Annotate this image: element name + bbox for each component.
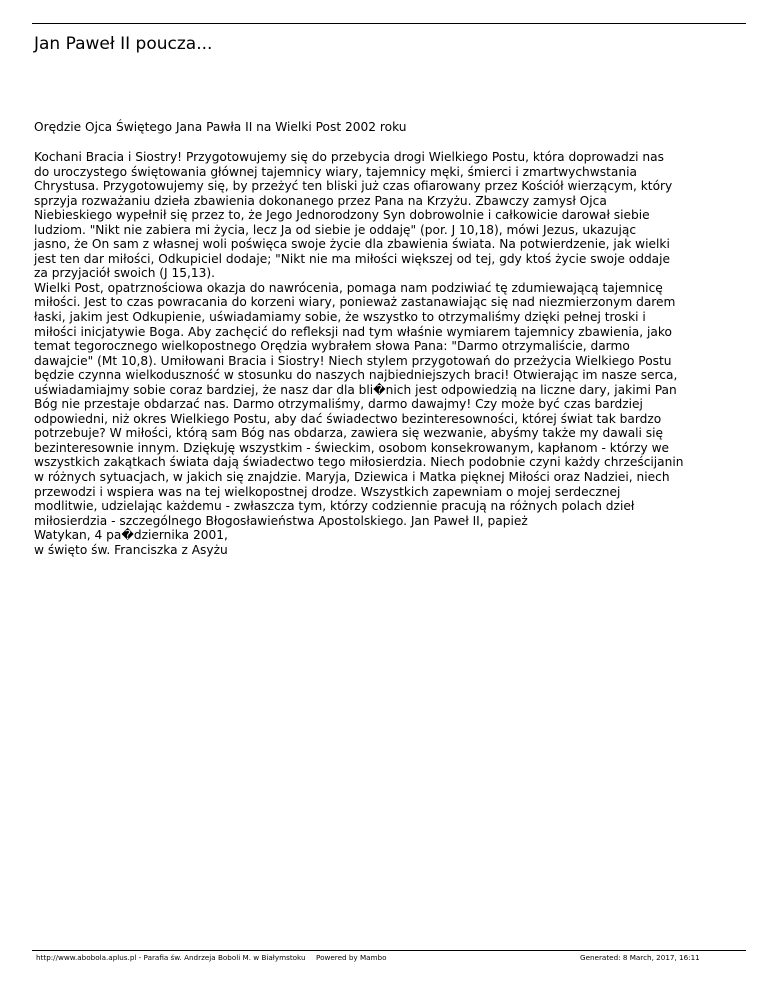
footer-powered-by: Powered by Mambo (316, 953, 387, 962)
body-line: w różnych sytuacjach, w jakich się znajdzie. Maryja, Dziewica i Matka pięknej Miłości oraz Nadziei, niech (34, 470, 670, 485)
body-line: modlitwie, udzielając każdemu - zwłaszcza tym, którzy codziennie pracują na różnych polach dzieł (34, 499, 635, 514)
body-line: sprzyja rozważaniu dzieła zbawienia dokonanego przez Pana na Krzyżu. Zbawczy zamysł Ojca (34, 193, 607, 208)
article-subtitle: Orędzie Ojca Świętego Jana Pawła II na Wielki Post 2002 roku (34, 120, 407, 134)
body-line: Bóg nie przestaje obdarzać nas. Darmo otrzymaliśmy, darmo dawajmy! Czy może być czas bardziej (34, 397, 643, 412)
bottom-rule (32, 950, 746, 951)
body-line: odpowiedni, niż okres Wielkiego Postu, aby dać świadectwo bezinteresowności, której świat tak bardzo (34, 411, 662, 426)
body-line: potrzebuje? W miłości, którą sam Bóg nas obdarza, zawiera się wezwanie, abyśmy także my dawali się (34, 426, 664, 441)
body-line: bezinteresownie innym. Dziękuję wszystkim - świeckim, osobom konsekrowanym, kapłanom - którzy we (34, 440, 670, 455)
footer-source-url: http://www.abobola.aplus.pl - Parafia św. Andrzeja Boboli M. w Białymstoku (36, 953, 306, 962)
body-line: za przyjaciół swoich (J 15,13). (34, 266, 216, 281)
body-line: Wielki Post, opatrznościowa okazja do nawrócenia, pomaga nam podziwiać tę zdumiewającą tajemnicę (34, 280, 663, 295)
footer-generated-date: Generated: 8 March, 2017, 16:11 (580, 953, 700, 962)
body-line: Watykan, 4 pa�dziernika 2001, (34, 528, 228, 543)
body-line: Niebieskiego wypełnił się przez to, że Jego Jednorodzony Syn dobrowolnie i całkowicie darował siebie (34, 208, 650, 223)
body-line: Kochani Bracia i Siostry! Przygotowujemy się do przebycia drogi Wielkiego Postu, która doprowadzi nas (34, 150, 664, 164)
body-line: miłosierdzia - szczególnego Błogosławieństwa Apostolskiego. Jan Paweł II, papież (34, 513, 528, 528)
body-line: jest ten dar miłości, Odkupiciel dodaje; "Nikt nie ma miłości większej od tej, gdy ktoś życie swoje oddaje (34, 251, 671, 266)
body-line: Chrystusa. Przygotowujemy się, by przeżyć ten bliski już czas ofiarowany przez Kościół wierzącym, który (34, 179, 673, 194)
body-line: w święto św. Franciszka z Asyżu (34, 542, 228, 557)
page-title: Jan Paweł II poucza... (34, 34, 213, 54)
body-line: uświadamiajmy sobie coraz bardziej, że nasz dar dla bli�nich jest odpowiedzią na liczne dary, jakimi Pan (34, 382, 677, 397)
body-line: ludziom. "Nikt nie zabiera mi życia, lecz Ja od siebie je oddaję" (por. J 10,18), mówi Jezus, ukazując (34, 222, 637, 237)
body-line: miłości. Jest to czas powracania do korzeni wiary, ponieważ zastanawiając się nad niezmierzonym darem (34, 295, 676, 310)
body-line: temat tegorocznego wielkopostnego Orędzia wybrałem słowa Pana: "Darmo otrzymaliście, darmo (34, 339, 630, 354)
top-rule (32, 23, 746, 24)
body-line: będzie czynna wielkoduszność w stosunku do naszych najbiedniejszych braci! Otwierając im nasze serca, (34, 368, 678, 383)
body-line: do uroczystego świętowania głównej tajemnicy wiary, tajemnicy męki, śmierci i zmartwychwstania (34, 164, 637, 179)
body-line: łaski, jakim jest Odkupienie, uświadamiamy sobie, że wszystko to otrzymaliśmy dzięki pełnej troski i (34, 310, 646, 325)
article-body (34, 150, 744, 557)
body-line: jasno, że On sam z własnej woli poświęca swoje życie dla zbawienia świata. Na potwierdzenie, jak wielki (34, 237, 670, 252)
body-line: dawajcie" (Mt 10,8). Umiłowani Bracia i Siostry! Niech stylem przygotowań do przeżycia Wielkiego Postu (34, 353, 672, 368)
body-line: miłości inicjatywie Boga. Aby zachęcić do refleksji nad tym właśnie wymiarem tajemnicy zbawienia, jako (34, 324, 672, 339)
body-line: wszystkich zakątkach świata dają świadectwo tego miłosierdzia. Niech podobnie czyni każdy chrześcijanin (34, 455, 684, 470)
body-line: przewodzi i wspiera was na tej wielkopostnej drodze. Wszystkich zapewniam o mojej serdecznej (34, 484, 621, 499)
